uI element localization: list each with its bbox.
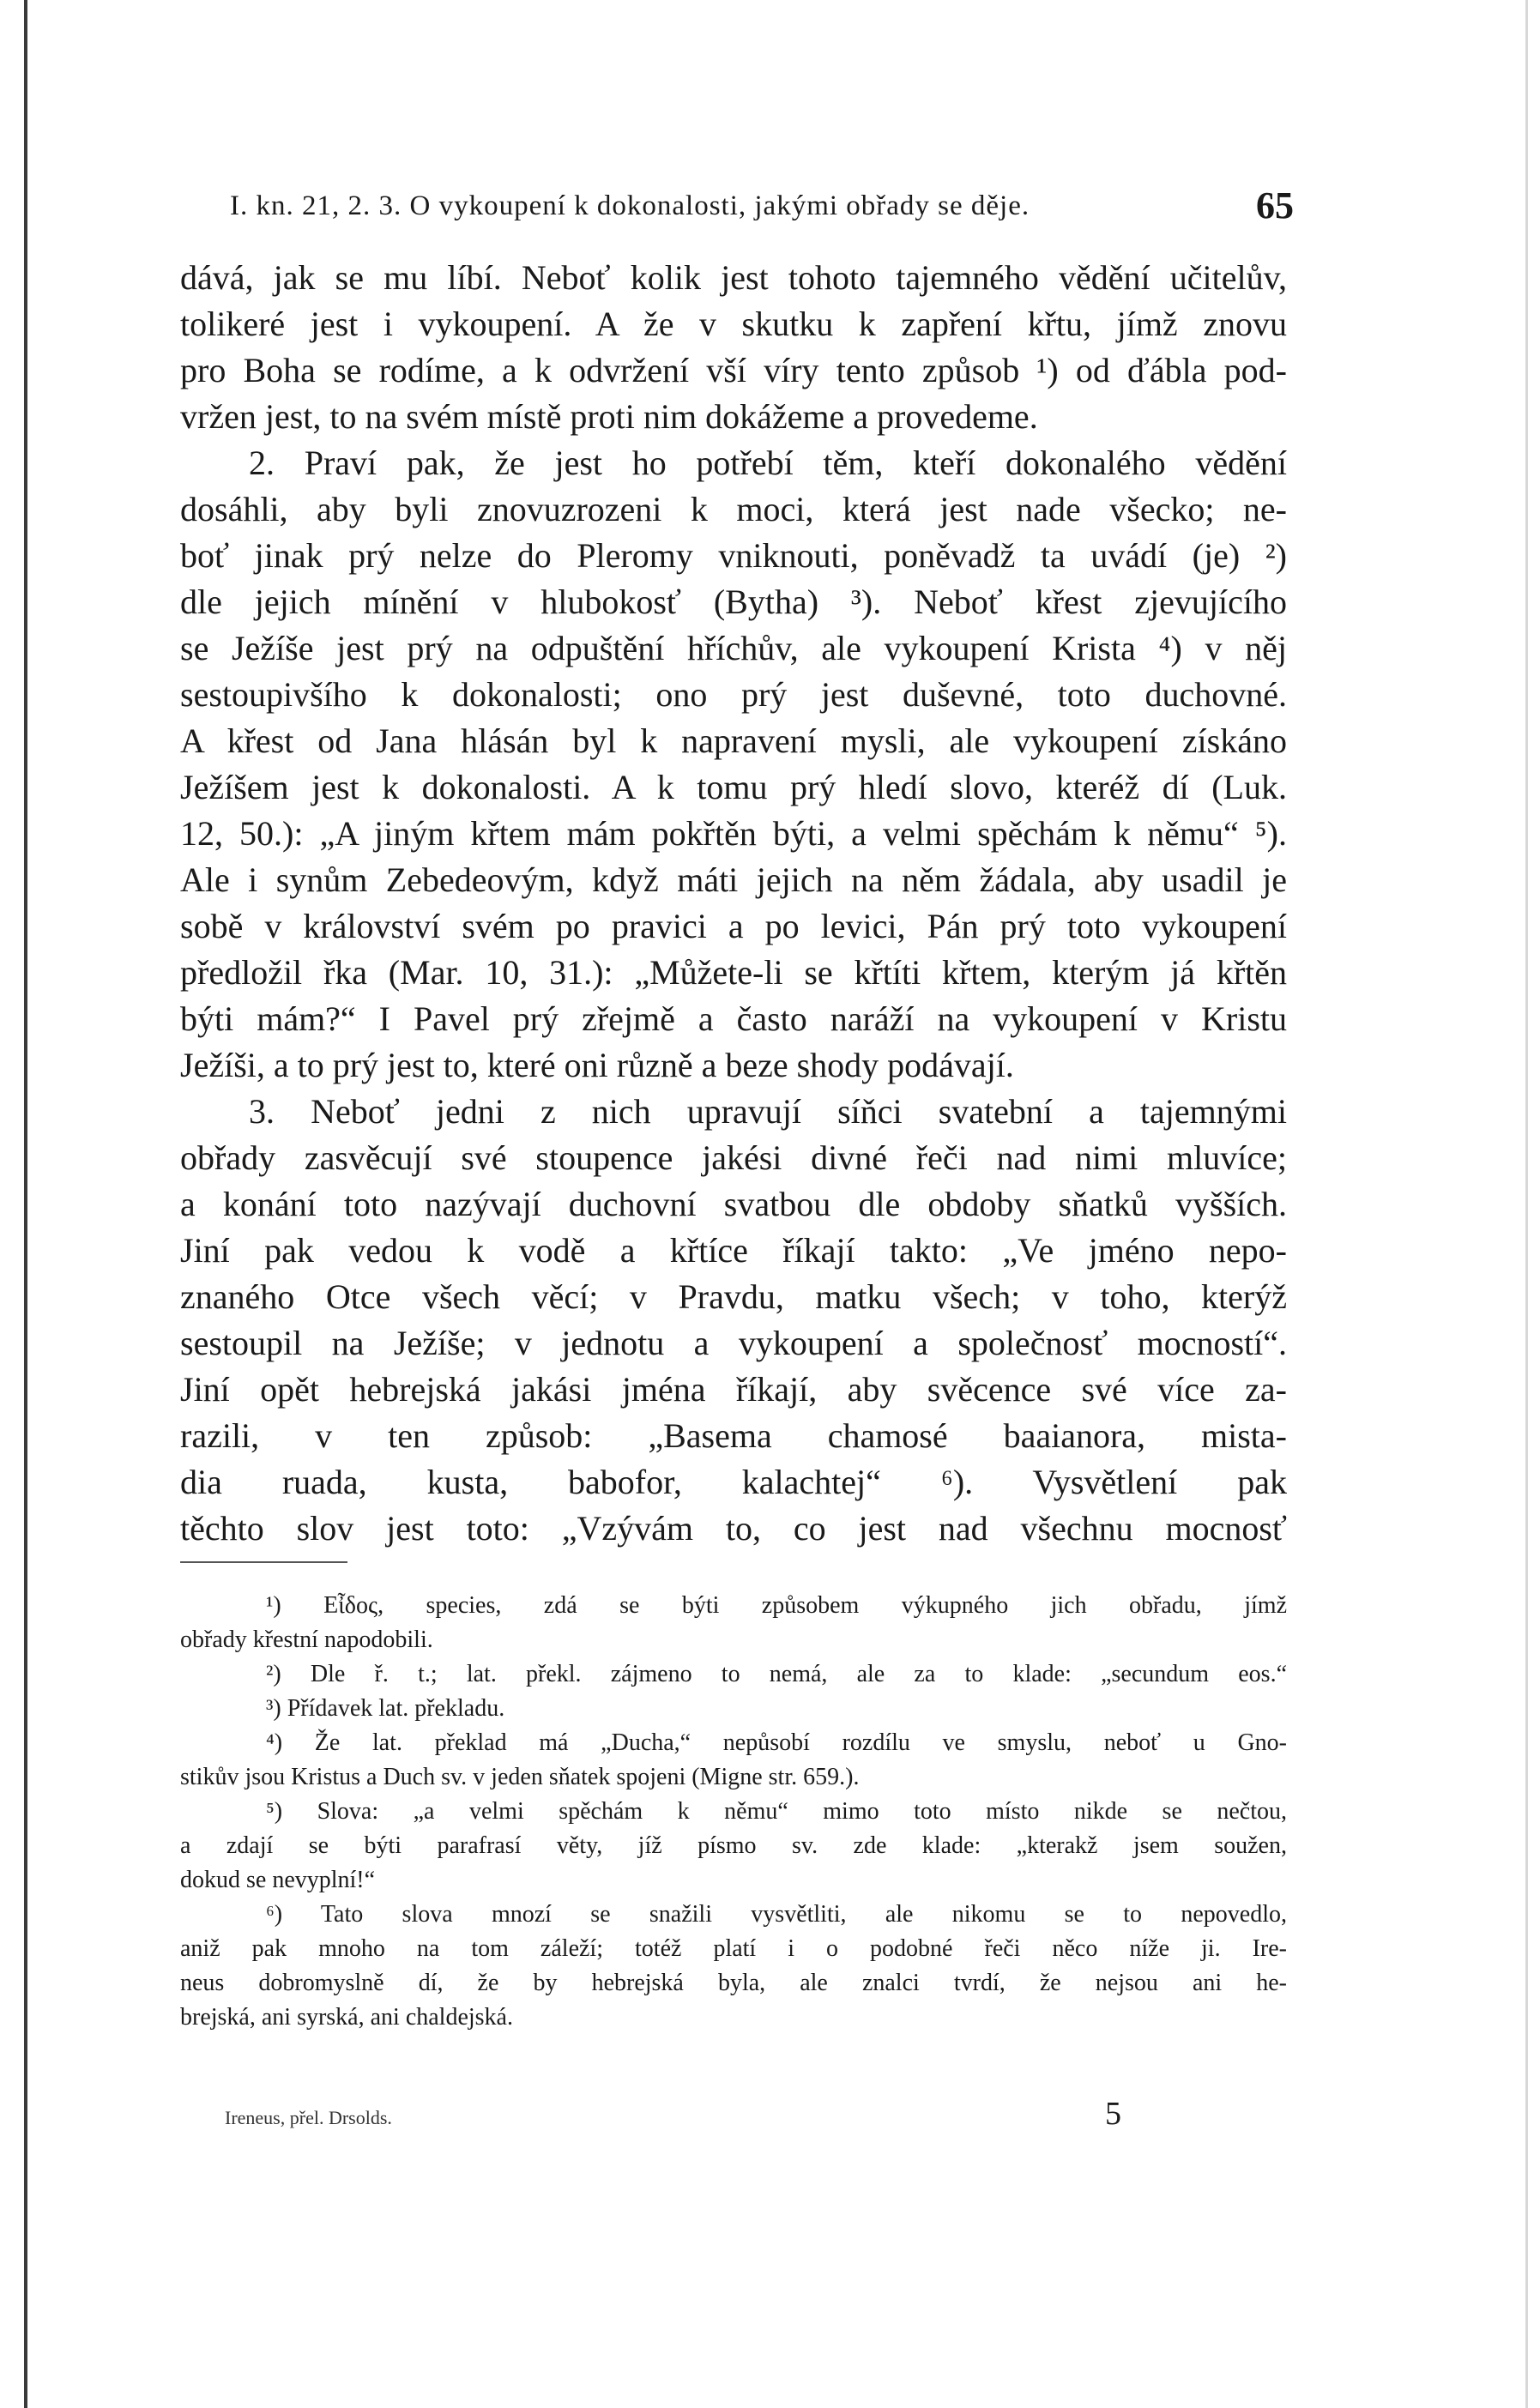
- running-head: I. kn. 21, 2. 3. O vykoupení k dokonalosti, jakými obřady se děje.: [230, 190, 1030, 221]
- text-line: obřady zasvěcují své stoupence jakési divné řeči nad nimi mluvíce;: [180, 1138, 1287, 1177]
- footnote-line: a zdají se býti parafrasí věty, jíž písmo sv. zde klade: „kterakž jsem soužen,: [180, 1832, 1287, 1859]
- footnote-line: stikův jsou Kristus a Duch sv. v jeden sňatek spojeni (Migne str. 659.).: [180, 1764, 860, 1790]
- page-number: 65: [1256, 184, 1294, 226]
- text-line: razili, v ten způsob: „Basema chamosé baaianora, mista-: [180, 1416, 1287, 1455]
- text-line: se Ježíše jest prý na odpuštění hříchův, ale vykoupení Krista ⁴) v něj: [180, 629, 1287, 667]
- text-line: Jiní opět hebrejská jakási jména říkají, aby svěcence své více za-: [180, 1370, 1287, 1409]
- footnote-line: ²) Dle ř. t.; lat. překl. zájmeno to nemá, ale za to klade: „secundum eos.“: [266, 1661, 1287, 1687]
- footnote-line: brejská, ani syrská, ani chaldejská.: [180, 2004, 513, 2031]
- text-line: boť jinak prý nelze do Pleromy vniknouti, poněvadž ta uvádí (je) ²): [180, 536, 1287, 575]
- footnote-rule: [180, 1561, 347, 1563]
- text-line: dia ruada, kusta, babofor, kalachtej“ ⁶). Vysvětlení pak: [180, 1463, 1287, 1501]
- text-line: a konání toto nazývají duchovní svatbou dle obdoby sňatků vyšších.: [180, 1185, 1287, 1223]
- page-outer-edge: [1525, 0, 1528, 2408]
- page-footer: [225, 2095, 1121, 2138]
- footnote-line: ⁴) Že lat. překlad má „Ducha,“ nepůsobí rozdílu ve smyslu, neboť u Gno-: [266, 1729, 1287, 1756]
- page-binding-edge: [24, 0, 27, 2408]
- footnote-line: ¹) Εἶδος, species, zdá se býti způsobem výkupného jich obřadu, jímž: [266, 1592, 1287, 1619]
- text-line: znaného Otce všech věcí; v Pravdu, matku všech; v toho, kterýž: [180, 1277, 1287, 1316]
- footnote-line: obřady křestní napodobili.: [180, 1626, 433, 1653]
- text-line: dosáhli, aby byli znovuzrozeni k moci, která jest nade všecko; ne-: [180, 490, 1287, 528]
- footnote-line: aniž pak mnoho na tom záleží; totéž platí i o podobné řeči něco níže ji. Ire-: [180, 1935, 1287, 1962]
- text-line: Ježíši, a to prý jest to, které oni různě a beze shody podávají.: [180, 1046, 1014, 1084]
- page-header: [230, 184, 1294, 235]
- text-line: býti mám?“ I Pavel prý zřejmě a často naráží na vykoupení v Kristu: [180, 999, 1287, 1038]
- text-line: tolikeré jest i vykoupení. A že v skutku k zapření křtu, jímž znovu: [180, 305, 1287, 343]
- text-line: sestoupivšího k dokonalosti; ono prý jest duševné, toto duchovné.: [180, 675, 1287, 714]
- sheet-number: 5: [1105, 2096, 1121, 2132]
- footnote-line: ³) Přídavek lat. překladu.: [266, 1695, 505, 1722]
- text-line: předložil řka (Mar. 10, 31.): „Můžete-li se křtíti křtem, kterým já křtěn: [180, 953, 1287, 992]
- text-line: 3. Neboť jedni z nich upravují síňci svatební a tajemnými: [249, 1092, 1287, 1131]
- text-line: vržen jest, to na svém místě proti nim dokážeme a provedeme.: [180, 397, 1038, 436]
- text-line: Ale i synům Zebedeovým, když máti jejich na něm žádala, aby usadil je: [180, 860, 1287, 899]
- footnote-line: dokud se nevyplní!“: [180, 1867, 376, 1893]
- main-text: [180, 255, 1287, 1552]
- text-line: dle jejich mínění v hlubokosť (Bytha) ³). Neboť křest zjevujícího: [180, 582, 1287, 621]
- text-line: těchto slov jest toto: „Vzývám to, co jest nad všechnu mocnosť: [180, 1509, 1287, 1548]
- text-line: sestoupil na Ježíše; v jednotu a vykoupení a společnosť mocností“.: [180, 1324, 1287, 1362]
- text-line: 12, 50.): „A jiným křtem mám pokřtěn býti, a velmi spěchám k němu“ ⁵).: [180, 814, 1287, 853]
- text-line: Jiní pak vedou k vodě a křtíce říkají takto: „Ve jméno nepo-: [180, 1231, 1287, 1270]
- text-line: Ježíšem jest k dokonalosti. A k tomu prý hledí slovo, kteréž dí (Luk.: [180, 768, 1287, 806]
- text-line: 2. Praví pak, že jest ho potřebí těm, kteří dokonalého vědění: [249, 444, 1287, 482]
- footnotes: [180, 1589, 1287, 2035]
- text-line: pro Boha se rodíme, a k odvržení vší víry tento způsob ¹) od ďábla pod-: [180, 351, 1287, 389]
- text-line: dává, jak se mu líbí. Neboť kolik jest tohoto tajemného vědění učitelův,: [180, 258, 1287, 297]
- text-line: sobě v království svém po pravici a po levici, Pán prý toto vykoupení: [180, 907, 1287, 945]
- footnote-line: neus dobromyslně dí, že by hebrejská byla, ale znalci tvrdí, že nejsou ani he-: [180, 1970, 1287, 1996]
- text-line: A křest od Jana hlásán byl k napravení mysli, ale vykoupení získáno: [180, 721, 1287, 760]
- footnote-line: ⁵) Slova: „a velmi spěchám k němu“ mimo toto místo nikde se nečtou,: [266, 1798, 1287, 1825]
- printer-signature: Ireneus, přel. Drsolds.: [225, 2107, 392, 2128]
- footnote-line: ⁶) Tato slova mnozí se snažili vysvětliti, ale nikomu se to nepovedlo,: [266, 1901, 1287, 1928]
